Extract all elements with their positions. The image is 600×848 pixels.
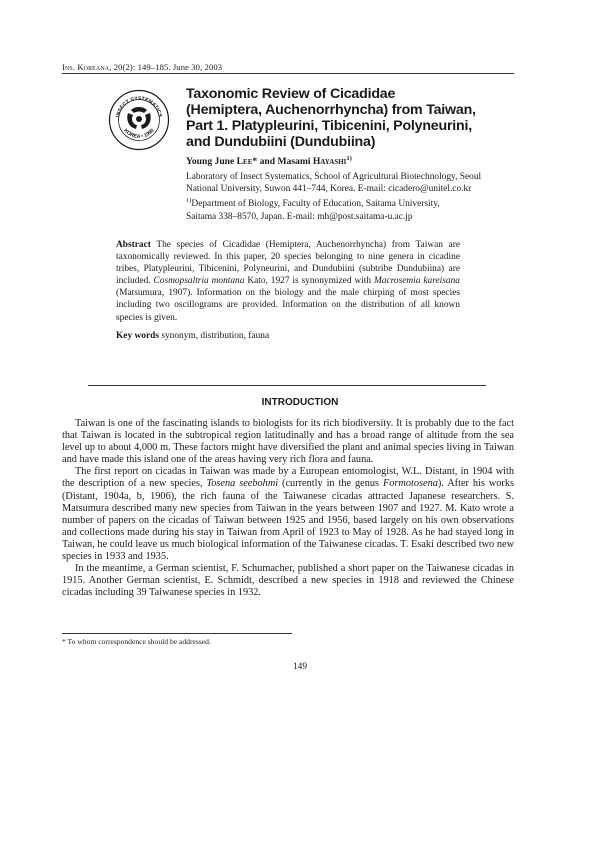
affiliation-line-2: National University, Suwon 441–744, Korea. E-mail: cicadero@unitel.co.kr [186,184,472,195]
affiliation-line-1: Laboratory of Insect Systematics, School of Agricultural Biotechnology, Seoul [186,172,482,182]
citation: , 20(2): 149–185. June 30, 2003 [109,62,223,72]
affiliation-line-3 [186,195,486,210]
abstract-label: Abstract [116,240,151,250]
paragraph-3: In the meantime, a German scientist, F. Schumacher, published a short paper on the Taiwanese cicadas in 1915. Another German scientist, E. Schmidt, described a new species in 1918 and reviewed the Chinese cicadas including 39 Taiwanese species in 1932. [62,563,514,599]
abstract-species-1: Cosmopsaltria montana [153,276,245,287]
page-number: 149 [292,662,308,672]
header-rule [62,73,514,74]
paragraph-1: Taiwan is one of the fascinating islands to biologists for its rich biodiversity. It is probably due to the fact that Taiwan is located in the subtropical region latitudinally and has a broad range of altitude from the sea level up to about 4,000 m. These factors might have diversified the plant and animal species living in Taiwan and have made this island one of the areas having very rich flora and fauna. [62,418,514,466]
abstract-species-2: Macrosemia kareisana [373,276,460,287]
article-title [186,86,486,150]
paragraph-2 [62,466,514,563]
paragraph-2-text-b: (currently in the genus [278,478,383,490]
running-head [62,62,222,72]
affiliation-line-3-text: Department of Biology, Faculty of Education, Saitama University, [191,199,440,210]
body-text [62,418,514,599]
footnote: * To whom correspondence should be addressed. [62,637,211,646]
keywords [116,331,269,341]
author-1-family: Lee [236,156,253,168]
author-1-given: Young June [186,156,237,168]
footnote-rule [62,633,292,634]
author-1-mark: * [252,156,258,168]
author-2-family: Hayashi [312,156,347,168]
title-line-4: and Dundubiini (Dundubiina) [186,134,376,150]
abstract-text-2: Kato, 1927 is synonymized with [244,276,374,287]
abstract [116,239,460,324]
title-line-3: Part 1. Platypleurini, Tibicenini, Polyneurini, [186,118,472,134]
paragraph-2-genus: Formotosena [382,478,438,490]
affiliation-line-4: Saitama 338–8570, Japan. E-mail: mh@post.saitama-u.ac.jp [186,211,413,222]
author-2-given: Masami [277,156,313,168]
logo-arc-top-text: INSECT SYSTEMATICS [115,95,163,118]
paragraph-2-species: Tosena seebohmi [206,478,279,490]
affiliations [186,171,486,223]
journal-name: Ins. Koreana [62,62,110,72]
title-line-1: Taxonomic Review of Cicadidae [186,86,396,102]
logo-emblem [127,107,150,129]
abstract-text-1: The species of Cicadidae (Hemiptera, Auchenorrhyncha) from Taiwan are taxonomically reviewed. In this paper, 20 species belonging to nine genera in cicadine tribes, Platypleurini, Tibicenini, Polyneurini, and Dundubiini (subtribe Dundubiina) are included. [116,240,460,287]
section-rule [88,385,486,386]
abstract-text-3: (Matsumura, 1907). Information on the biology and the male chirping of most species including two oscillograms are provided. Information on the distribution of all known species is given. [116,288,460,323]
center-for-insect-systematics-logo [108,89,170,151]
affiliation-mark: 1) [186,197,192,205]
keywords-label: Key words [116,331,159,341]
title-line-2: (Hemiptera, Auchenorrhyncha) from Taiwan, [186,102,476,118]
paragraph-2-text-a: The first report on cicadas in Taiwan was made by a European entomologist, W.L. Distant, in 1904 with the description of a new species, [62,466,514,490]
keywords-text: synonym, distribution, fauna [158,331,270,341]
author-conjunction: and [257,156,278,168]
author-2-mark: 1) [346,155,352,162]
authors [186,155,352,167]
logo-arc-bottom-text: KOREA • 1990 [122,127,156,140]
section-heading: INTRODUCTION [261,397,339,408]
paragraph-2-text-c: ). After his works (Distant, 1904a, b, 1906), the rich fauna of the Taiwanese cicadas attracted Japanese researchers. S. Matsumura described many new species from Taiwan in the years between 1907 and 1927. M. Kato wrote a number of papers on the cicadas of Taiwan between 1925 and 1956, based largely on his own observations and collections made during his stay in Taiwan from April of 1923 to May of 1928. As he had stayed long in Taiwan, he could leave us much biological information of the Taiwanese cicadas. T. Esaki described two new species in 1933 and 1935. [62,478,514,563]
